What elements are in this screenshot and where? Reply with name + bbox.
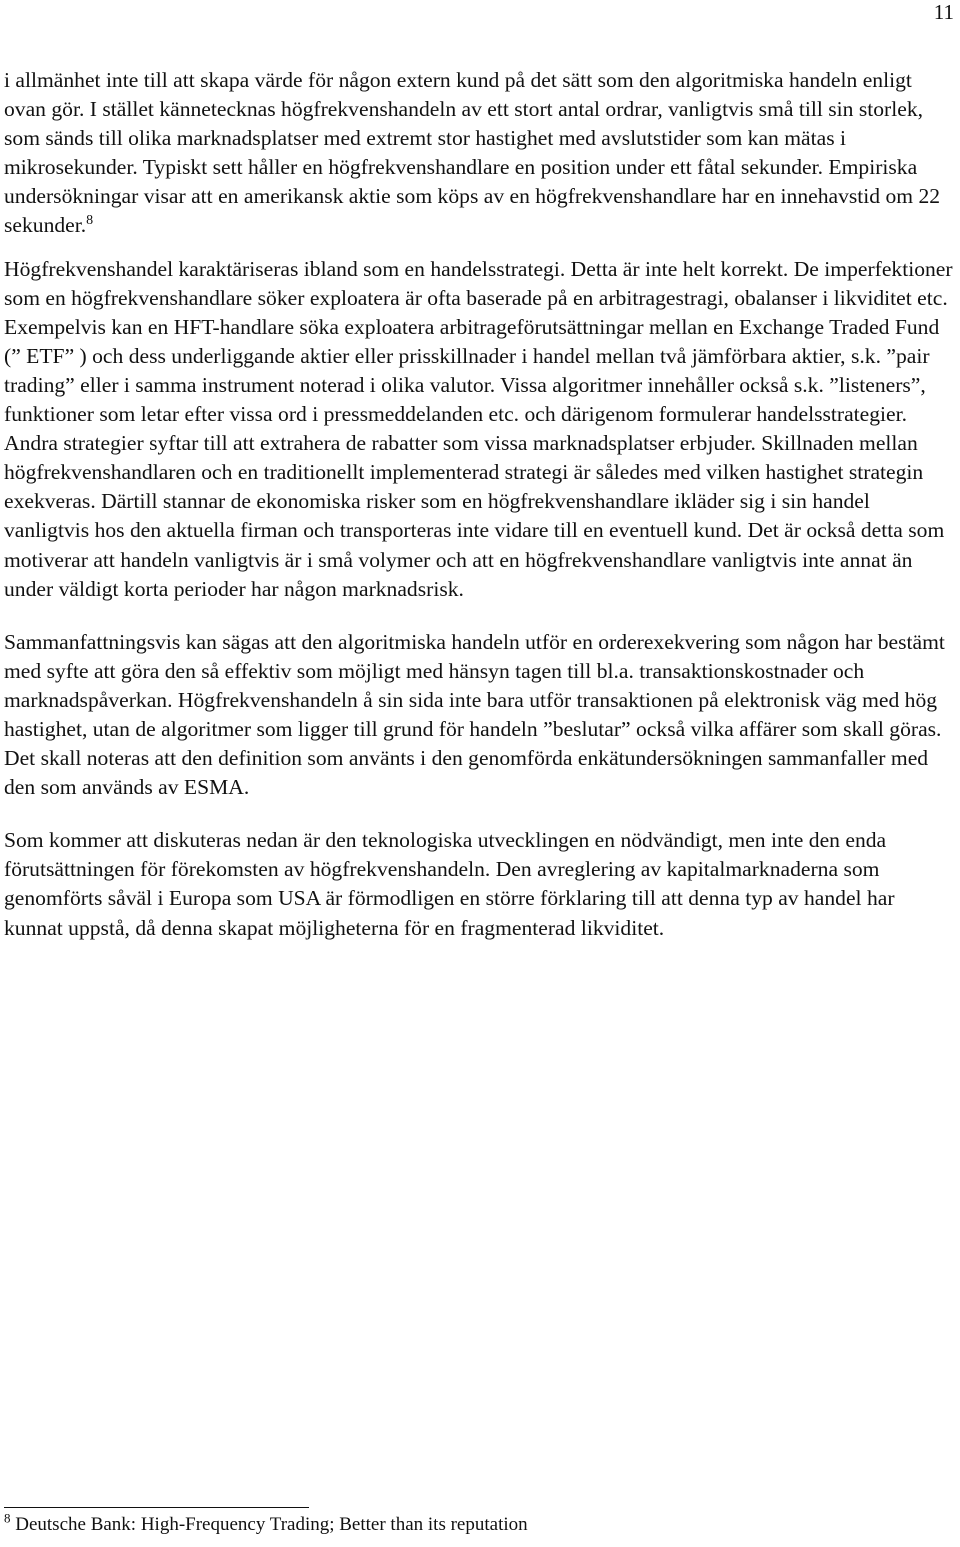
paragraph-hft-strategies: Högfrekvenshandel karaktäriseras ibland som en handelsstrategi. Detta är inte helt korrekt. De imperfektioner som en högfrekvenshandlare söker exploatera är ofta baserade på en arbitragestragi, obalanser i likviditet etc. Exempelvis kan en HFT-handlare söka exploatera arbitrageförutsättningar mellan en Exchange Traded Fund (” ETF” ) och dess underliggande aktier eller prisskillnader i handel mellan två jämförbara aktier, s.k. ”pair trading” eller i samma instrument noterad i olika valutor. Vissa algoritmer innehåller också s.k. ”listeners”, funktioner som letar efter vissa ord i pressmeddelanden etc. och därigenom formulerar handelsstrategier. Andra strategier syftar till att extrahera de rabatter som vissa marknadsplatser erbjuder. Skillnaden mellan högfrekvenshandlaren och en traditionellt implementerad strategi är således med vilken hastighet strategin exekveras. Därtill stannar de ekonomiska risker som en högfrekvenshandlare ikläder sig i sin handel vanligtvis hos den aktuella firman och transporteras inte vidare till en eventuell kund. Det är också detta som motiverar att handeln vanligtvis är i små volymer och att en högfrekvenshandlare vanligtvis inte annat än under väldigt korta perioder har någon marknadsrisk. xyxy=(4,256,953,601)
footnote-section xyxy=(4,1507,944,1537)
footnote-divider xyxy=(4,1507,309,1508)
page-number: 11 xyxy=(933,0,954,24)
paragraph-hft-definition xyxy=(4,66,956,241)
document-body xyxy=(4,66,956,943)
footnote-reference[interactable]: 8 xyxy=(86,213,94,229)
footnote-text: Deutsche Bank: High-Frequency Trading; Better than its reputation xyxy=(15,1514,528,1535)
paragraph-summary: Sammanfattningsvis kan sägas att den algoritmiska handeln utför en orderexekvering som någon har bestämt med syfte att göra den så effektiv som möjligt med hänsyn tagen till bl.a. transaktionskostnader och marknadspåverkan. Högfrekvenshandeln å sin sida inte bara utför transaktionen på elektronisk väg med hög hastighet, utan de algoritmer som ligger till grund för handeln ”beslutar” också vilka affärer som skall göras. Det skall noteras att den definition som använts i den genomförda enkätundersökningen sammanfaller med den som används av ESMA. xyxy=(4,629,945,800)
footnote xyxy=(4,1510,944,1537)
paragraph-deregulation: Som kommer att diskuteras nedan är den teknologiska utvecklingen en nödvändigt, men inte den enda förutsättningen för förekomsten av högfrekvenshandeln. Den avreglering av kapitalmarknaderna som genomförts såväl i Europa som USA är förmodligen en större förklaring till att denna typ av handel har kunnat uppstå, då denna skapat möjligheterna för en fragmenterad likviditet. xyxy=(4,828,895,940)
paragraph-text: i allmänhet inte till att skapa värde för någon extern kund på det sätt som den algoritmiska handeln enligt ovan gör. I stället kännetecknas högfrekvenshandeln av ett stort antal ordrar, vanligtvis små till sin storlek, som sänds till olika marknadsplatser med extremt stor hastighet med avslutstider som kan mätas i mikrosekunder. Typiskt sett håller en högfrekvenshandlare en position under ett fåtal sekunder. Empiriska undersökningar visar att en amerikansk aktie som köps av en högfrekvenshandlare har en innehavstid om 22 sekunder. xyxy=(4,68,941,238)
footnote-number: 8 xyxy=(4,1510,11,1526)
